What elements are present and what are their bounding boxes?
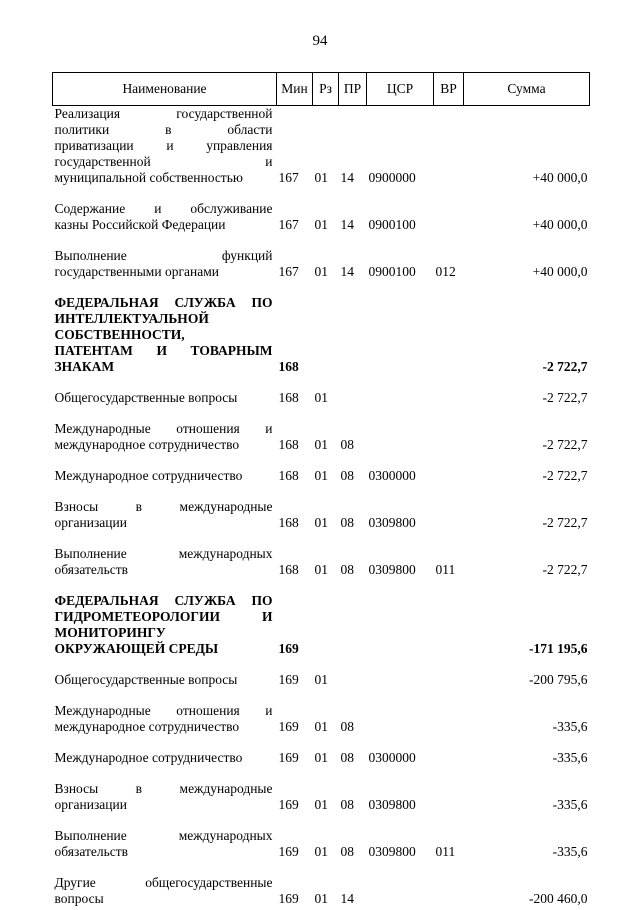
header-pr: ПР — [339, 73, 367, 106]
row-rz: 01 — [313, 738, 339, 769]
row-name-line: международное сотрудничество — [55, 437, 273, 453]
row-name-line: ГИДРОМЕТЕОРОЛОГИИ И — [55, 609, 273, 625]
table-row — [53, 534, 590, 581]
row-name — [53, 283, 277, 378]
row-csr: 0300000 — [367, 738, 434, 769]
row-csr — [367, 283, 434, 378]
table-row — [53, 738, 590, 769]
row-name-line: ПАТЕНТАМ И ТОВАРНЫМ — [55, 343, 273, 359]
row-name-line: ЗНАКАМ — [55, 359, 273, 375]
row-name — [53, 863, 277, 910]
row-rz: 01 — [313, 456, 339, 487]
row-min: 167 — [277, 189, 313, 236]
row-csr — [367, 660, 434, 691]
row-name-line: ФЕДЕРАЛЬНАЯ СЛУЖБА ПО — [55, 295, 273, 311]
header-name: Наименование — [53, 73, 277, 106]
row-pr: 08 — [339, 487, 367, 534]
row-name — [53, 409, 277, 456]
row-vr — [434, 456, 464, 487]
table-row — [53, 863, 590, 910]
table-row — [53, 769, 590, 816]
row-vr — [434, 189, 464, 236]
row-sum: -200 795,6 — [464, 660, 590, 691]
header-min: Мин — [277, 73, 313, 106]
row-vr — [434, 581, 464, 660]
header-csr: ЦСР — [367, 73, 434, 106]
row-sum: +40 000,0 — [464, 236, 590, 283]
page-number: 94 — [0, 33, 640, 50]
row-sum: -2 722,7 — [464, 283, 590, 378]
row-rz: 01 — [313, 769, 339, 816]
table-row — [53, 456, 590, 487]
row-name — [53, 660, 277, 691]
row-csr: 0309800 — [367, 487, 434, 534]
header-sum: Сумма — [464, 73, 590, 106]
row-name-line: обязательств — [55, 844, 273, 860]
row-min: 168 — [277, 283, 313, 378]
row-min: 167 — [277, 236, 313, 283]
row-min: 169 — [277, 581, 313, 660]
row-csr: 0309800 — [367, 816, 434, 863]
row-pr: 08 — [339, 816, 367, 863]
row-pr: 14 — [339, 863, 367, 910]
row-name-line: Выполнение международных — [55, 828, 273, 844]
row-vr — [434, 738, 464, 769]
row-min: 168 — [277, 534, 313, 581]
row-name-line: Другие общегосударственные — [55, 875, 273, 891]
row-vr — [434, 106, 464, 190]
row-name-line: Реализация государственной — [55, 106, 273, 122]
table-row — [53, 106, 590, 190]
row-sum: -335,6 — [464, 738, 590, 769]
row-csr — [367, 409, 434, 456]
row-min: 169 — [277, 660, 313, 691]
row-rz — [313, 283, 339, 378]
row-name — [53, 816, 277, 863]
row-name-line: Общегосударственные вопросы — [55, 672, 273, 688]
row-sum: -171 195,6 — [464, 581, 590, 660]
row-vr — [434, 487, 464, 534]
row-name-line: политики в области — [55, 122, 273, 138]
row-vr: 011 — [434, 534, 464, 581]
row-name-line: ОКРУЖАЮЩЕЙ СРЕДЫ — [55, 641, 273, 657]
row-vr — [434, 863, 464, 910]
row-name-line: ФЕДЕРАЛЬНАЯ СЛУЖБА ПО — [55, 593, 273, 609]
row-vr — [434, 378, 464, 409]
table-header-row — [53, 73, 590, 106]
row-csr — [367, 863, 434, 910]
row-rz: 01 — [313, 236, 339, 283]
row-csr — [367, 691, 434, 738]
row-rz: 01 — [313, 487, 339, 534]
row-name-line: Общегосударственные вопросы — [55, 390, 273, 406]
row-pr — [339, 660, 367, 691]
row-min: 169 — [277, 691, 313, 738]
row-name-line: казны Российской Федерации — [55, 217, 273, 233]
table-row — [53, 660, 590, 691]
row-name-line: Выполнение функций — [55, 248, 273, 264]
row-min: 168 — [277, 409, 313, 456]
row-min: 169 — [277, 816, 313, 863]
row-vr — [434, 769, 464, 816]
header-rz: Рз — [313, 73, 339, 106]
row-sum: -335,6 — [464, 691, 590, 738]
table-row — [53, 691, 590, 738]
row-csr — [367, 378, 434, 409]
row-name-line: международное сотрудничество — [55, 719, 273, 735]
table-row — [53, 487, 590, 534]
row-min: 168 — [277, 456, 313, 487]
row-rz — [313, 581, 339, 660]
row-rz: 01 — [313, 409, 339, 456]
row-name-line: приватизации и управления — [55, 138, 273, 154]
row-rz: 01 — [313, 816, 339, 863]
row-vr: 011 — [434, 816, 464, 863]
table-row — [53, 189, 590, 236]
row-name-line: Выполнение международных — [55, 546, 273, 562]
table-row — [53, 236, 590, 283]
row-min: 168 — [277, 378, 313, 409]
budget-table — [52, 72, 590, 910]
row-sum: +40 000,0 — [464, 189, 590, 236]
row-rz: 01 — [313, 106, 339, 190]
row-name-line: государственными органами — [55, 264, 273, 280]
row-vr — [434, 409, 464, 456]
row-name-line: Международное сотрудничество — [55, 750, 273, 766]
row-rz: 01 — [313, 691, 339, 738]
table-row — [53, 283, 590, 378]
row-name — [53, 236, 277, 283]
row-pr: 08 — [339, 738, 367, 769]
header-vr: ВР — [434, 73, 464, 106]
row-pr — [339, 581, 367, 660]
row-name-line: Международные отношения и — [55, 421, 273, 437]
row-sum: -2 722,7 — [464, 456, 590, 487]
row-name-line: государственной и — [55, 154, 273, 170]
row-csr — [367, 581, 434, 660]
row-pr — [339, 378, 367, 409]
row-sum: -2 722,7 — [464, 409, 590, 456]
row-pr — [339, 283, 367, 378]
table-row — [53, 816, 590, 863]
row-name-line: муниципальной собственностью — [55, 170, 273, 186]
row-csr: 0900100 — [367, 236, 434, 283]
row-name — [53, 106, 277, 190]
row-name — [53, 738, 277, 769]
row-min: 168 — [277, 487, 313, 534]
row-min: 169 — [277, 738, 313, 769]
row-name-line: СОБСТВЕННОСТИ, — [55, 327, 273, 343]
row-vr — [434, 660, 464, 691]
row-name — [53, 691, 277, 738]
table-row — [53, 581, 590, 660]
row-vr — [434, 283, 464, 378]
row-pr: 14 — [339, 106, 367, 190]
row-vr: 012 — [434, 236, 464, 283]
row-vr — [434, 691, 464, 738]
row-name-line: обязательств — [55, 562, 273, 578]
row-pr: 14 — [339, 189, 367, 236]
row-sum: -2 722,7 — [464, 378, 590, 409]
row-pr: 08 — [339, 534, 367, 581]
row-rz: 01 — [313, 189, 339, 236]
row-csr: 0900000 — [367, 106, 434, 190]
row-name-line: МОНИТОРИНГУ — [55, 625, 273, 641]
row-min: 169 — [277, 863, 313, 910]
row-name — [53, 487, 277, 534]
table-row — [53, 409, 590, 456]
row-name-line: организации — [55, 515, 273, 531]
row-name — [53, 769, 277, 816]
row-name — [53, 378, 277, 409]
row-name — [53, 581, 277, 660]
row-pr: 08 — [339, 691, 367, 738]
row-sum: -200 460,0 — [464, 863, 590, 910]
row-pr: 08 — [339, 456, 367, 487]
row-name-line: Содержание и обслуживание — [55, 201, 273, 217]
row-csr: 0309800 — [367, 769, 434, 816]
table-body — [53, 106, 590, 910]
row-pr: 14 — [339, 236, 367, 283]
row-name — [53, 456, 277, 487]
row-rz: 01 — [313, 660, 339, 691]
row-name-line: Взносы в международные — [55, 499, 273, 515]
row-name — [53, 189, 277, 236]
row-name-line: вопросы — [55, 891, 273, 907]
row-sum: -2 722,7 — [464, 487, 590, 534]
row-name-line: Взносы в международные — [55, 781, 273, 797]
row-sum: -335,6 — [464, 816, 590, 863]
row-name — [53, 534, 277, 581]
row-csr: 0900100 — [367, 189, 434, 236]
row-sum: -335,6 — [464, 769, 590, 816]
row-min: 167 — [277, 106, 313, 190]
row-name-line: Международное сотрудничество — [55, 468, 273, 484]
row-rz: 01 — [313, 534, 339, 581]
row-name-line: Международные отношения и — [55, 703, 273, 719]
row-pr: 08 — [339, 409, 367, 456]
row-csr: 0300000 — [367, 456, 434, 487]
row-rz: 01 — [313, 378, 339, 409]
row-pr: 08 — [339, 769, 367, 816]
row-csr: 0309800 — [367, 534, 434, 581]
row-sum: +40 000,0 — [464, 106, 590, 190]
row-name-line: ИНТЕЛЛЕКТУАЛЬНОЙ — [55, 311, 273, 327]
row-sum: -2 722,7 — [464, 534, 590, 581]
table-row — [53, 378, 590, 409]
row-name-line: организации — [55, 797, 273, 813]
row-rz: 01 — [313, 863, 339, 910]
row-min: 169 — [277, 769, 313, 816]
